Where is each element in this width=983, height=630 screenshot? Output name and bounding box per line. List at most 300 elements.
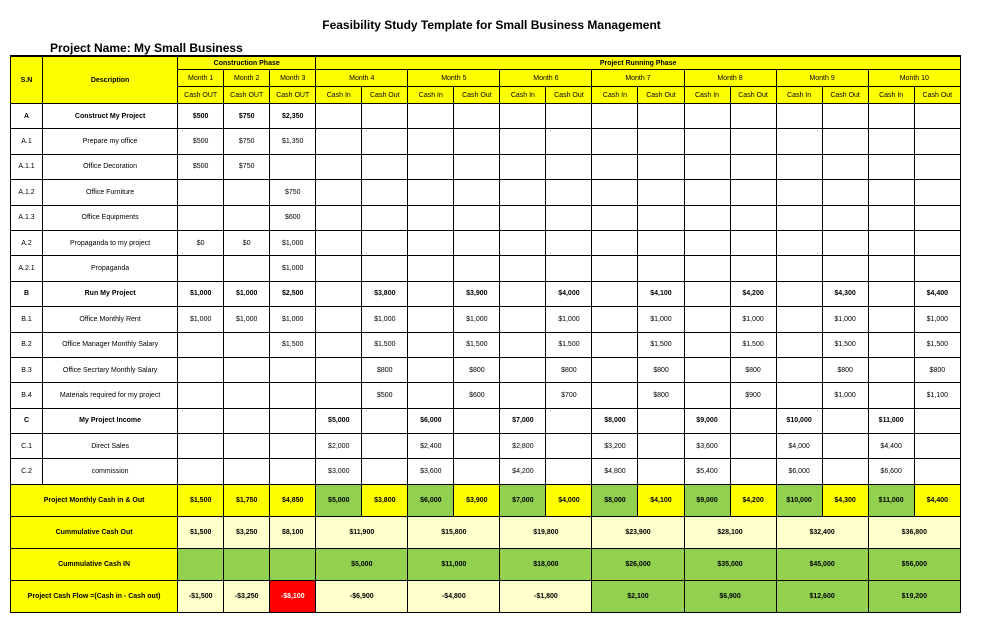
cash-in-cell	[684, 332, 730, 357]
cash-out-cell	[546, 129, 592, 154]
cash-in-cell	[868, 180, 914, 205]
cash-out-cell: $1,000	[730, 307, 776, 332]
table-row	[11, 180, 961, 205]
cash-out-cell: $4,100	[638, 281, 684, 306]
cash-out-cell	[362, 230, 408, 255]
month-header: Month 7	[592, 70, 684, 87]
row-sn: B.4	[11, 383, 43, 408]
construction-cell	[224, 383, 270, 408]
construction-cell: $600	[270, 205, 316, 230]
cash-out-cell	[914, 154, 960, 179]
summary-merged-cell: $11,900	[316, 516, 408, 548]
cash-out-cell	[730, 408, 776, 433]
cash-in-cell	[868, 281, 914, 306]
summary-cell	[224, 548, 270, 580]
row-sn: A.1	[11, 129, 43, 154]
summary-merged-cell: -$1,800	[500, 580, 592, 612]
cash-out-cell	[822, 230, 868, 255]
cash-in-cell: $4,400	[868, 434, 914, 459]
cash-in-cell	[868, 332, 914, 357]
cash-out-cell: $1,000	[454, 307, 500, 332]
cash-in-cell	[316, 104, 362, 129]
cash-out-cell	[362, 205, 408, 230]
cash-in-cell	[684, 154, 730, 179]
summary-cash-in: $8,000	[592, 484, 638, 516]
cash-in-cell	[408, 307, 454, 332]
summary-cash-in: $6,000	[408, 484, 454, 516]
cash-out-cell	[638, 104, 684, 129]
cash-in-cell: $6,600	[868, 459, 914, 484]
row-description: Materials required for my project	[43, 383, 178, 408]
cash-out-cell	[914, 104, 960, 129]
row-sn: B.2	[11, 332, 43, 357]
summary-merged-cell: $19,800	[500, 516, 592, 548]
cash-in-cell	[592, 205, 638, 230]
cash-out-cell: $1,100	[914, 383, 960, 408]
summary-cash-in: $9,000	[684, 484, 730, 516]
summary-cell: $4,850	[270, 484, 316, 516]
cash-out-cell: $1,000	[362, 307, 408, 332]
cumulative-in-row	[11, 548, 961, 580]
construction-cell: $1,000	[270, 256, 316, 281]
row-description: Office Manager Monthly Salary	[43, 332, 178, 357]
cash-in-cell	[500, 104, 546, 129]
summary-label: Cummulative Cash IN	[11, 548, 178, 580]
summary-merged-cell: $26,000	[592, 548, 684, 580]
cash-out-cell	[454, 408, 500, 433]
cash-in-cell	[684, 230, 730, 255]
cash-out-cell: $1,500	[730, 332, 776, 357]
cash-out-cell	[454, 459, 500, 484]
summary-merged-cell: $36,800	[868, 516, 960, 548]
cash-in-cell	[684, 307, 730, 332]
row-description: Office Decoration	[43, 154, 178, 179]
table-row	[11, 205, 961, 230]
cash-out-cell: $800	[638, 357, 684, 382]
month-header: Month 10	[868, 70, 960, 87]
cash-out-cell	[638, 408, 684, 433]
cash-in-cell	[868, 357, 914, 382]
cash-in-cell	[500, 256, 546, 281]
row-sn: C	[11, 408, 43, 433]
summary-cash-in: $11,000	[868, 484, 914, 516]
month-header: Month 8	[684, 70, 776, 87]
cash-out-cell	[546, 205, 592, 230]
cash-in-cell	[316, 357, 362, 382]
construction-cell	[178, 383, 224, 408]
cash-out-header: Cash Out	[546, 87, 592, 104]
cash-in-header: Cash In	[316, 87, 362, 104]
cash-out-cell	[638, 205, 684, 230]
cash-in-cell	[868, 307, 914, 332]
cash-in-cell	[868, 104, 914, 129]
cash-out-cell	[638, 154, 684, 179]
cash-in-cell	[408, 230, 454, 255]
cash-in-cell	[776, 154, 822, 179]
cash-in-cell: $11,000	[868, 408, 914, 433]
summary-label: Cummulative Cash Out	[11, 516, 178, 548]
cash-flow-row	[11, 580, 961, 612]
row-description: My Project Income	[43, 408, 178, 433]
cash-out-cell	[362, 408, 408, 433]
cash-in-cell	[592, 307, 638, 332]
cash-in-cell: $4,200	[500, 459, 546, 484]
cash-in-cell	[776, 104, 822, 129]
table-row	[11, 459, 961, 484]
month-header: Month 5	[408, 70, 500, 87]
month-header: Month 1	[178, 70, 224, 87]
summary-cash-out: $4,300	[822, 484, 868, 516]
cash-out-cell	[914, 180, 960, 205]
cash-in-cell: $6,000	[408, 408, 454, 433]
cash-out-cell: $900	[730, 383, 776, 408]
project-name: Project Name: My Small Business	[50, 41, 243, 55]
cash-in-cell	[592, 332, 638, 357]
cash-out-cell	[546, 104, 592, 129]
cash-in-cell	[592, 256, 638, 281]
summary-merged-cell: $32,400	[776, 516, 868, 548]
cash-out-header: Cash Out	[454, 87, 500, 104]
cash-out-cell: $1,000	[638, 307, 684, 332]
cash-in-cell: $5,400	[684, 459, 730, 484]
cash-in-cell	[776, 230, 822, 255]
cash-out-cell: $3,900	[454, 281, 500, 306]
construction-cell	[224, 434, 270, 459]
construction-cell: $750	[224, 104, 270, 129]
cash-in-header: Cash In	[408, 87, 454, 104]
cash-out-cell	[730, 104, 776, 129]
cash-in-cell	[500, 129, 546, 154]
summary-cell: -$1,500	[178, 580, 224, 612]
cash-in-cell	[776, 332, 822, 357]
cash-out-header: Cash Out	[914, 87, 960, 104]
cash-out-cell	[362, 459, 408, 484]
table-row	[11, 256, 961, 281]
cash-out-cell	[454, 205, 500, 230]
cash-out-cell	[454, 154, 500, 179]
construction-cell	[178, 357, 224, 382]
cash-out-cell	[914, 129, 960, 154]
cash-in-cell: $2,000	[316, 434, 362, 459]
cash-out-cell	[914, 408, 960, 433]
cash-out-cell	[546, 230, 592, 255]
cash-in-cell	[408, 129, 454, 154]
cash-in-cell	[592, 281, 638, 306]
cash-in-cell	[684, 383, 730, 408]
construction-cell: $1,000	[270, 230, 316, 255]
cash-out-cell	[362, 129, 408, 154]
cash-in-cell	[684, 281, 730, 306]
cash-in-cell	[408, 180, 454, 205]
cash-out-cell: $1,500	[546, 332, 592, 357]
construction-cell: $1,000	[178, 307, 224, 332]
cash-out-cell	[914, 230, 960, 255]
cash-in-cell	[408, 281, 454, 306]
summary-merged-cell: $45,000	[776, 548, 868, 580]
construction-cell	[224, 180, 270, 205]
summary-cell: $1,500	[178, 516, 224, 548]
cash-in-cell	[316, 205, 362, 230]
cash-in-cell	[776, 383, 822, 408]
cash-in-cell	[500, 205, 546, 230]
construction-cell: $750	[270, 180, 316, 205]
summary-cell: $3,250	[224, 516, 270, 548]
row-sn: A.2.1	[11, 256, 43, 281]
cash-out-cell: $1,000	[914, 307, 960, 332]
cash-out-cell	[730, 256, 776, 281]
construction-cell	[224, 459, 270, 484]
summary-label: Project Monthly Cash in & Out	[11, 484, 178, 516]
row-description: Office Furniture	[43, 180, 178, 205]
cash-out-cell	[546, 180, 592, 205]
summary-merged-cell: -$6,900	[316, 580, 408, 612]
cash-out-cell: $1,500	[638, 332, 684, 357]
table-row	[11, 408, 961, 433]
cash-in-cell: $3,600	[684, 434, 730, 459]
construction-cell: $0	[224, 230, 270, 255]
summary-cash-out: $4,400	[914, 484, 960, 516]
cash-in-cell	[868, 230, 914, 255]
cash-out-cell: $1,500	[362, 332, 408, 357]
summary-cell: $1,750	[224, 484, 270, 516]
construction-cell	[178, 408, 224, 433]
row-sn: A.2	[11, 230, 43, 255]
cash-in-cell	[316, 180, 362, 205]
cash-out-cell	[914, 434, 960, 459]
construction-cell: $500	[178, 104, 224, 129]
cash-in-cell	[500, 307, 546, 332]
construction-cell	[178, 180, 224, 205]
summary-merged-cell: $23,900	[592, 516, 684, 548]
cash-out-cell	[822, 256, 868, 281]
construction-cell	[224, 408, 270, 433]
cash-out-cell	[822, 129, 868, 154]
row-sn: A.1.3	[11, 205, 43, 230]
cash-out-cell	[546, 256, 592, 281]
summary-cell: $1,500	[178, 484, 224, 516]
summary-merged-cell: $12,600	[776, 580, 868, 612]
cash-in-header: Cash In	[500, 87, 546, 104]
construction-cell: $750	[224, 154, 270, 179]
cash-out-cell	[362, 154, 408, 179]
row-description: Office Secrtary Monthly Salary	[43, 357, 178, 382]
table-row	[11, 129, 961, 154]
cash-out-cell	[454, 180, 500, 205]
cash-in-cell	[776, 357, 822, 382]
cash-out-cell	[362, 180, 408, 205]
table-row	[11, 332, 961, 357]
table-row	[11, 281, 961, 306]
cash-out-header: Cash OUT	[178, 87, 224, 104]
construction-cell	[270, 459, 316, 484]
table-row	[11, 154, 961, 179]
row-description: Direct Sales	[43, 434, 178, 459]
summary-cash-out: $3,900	[454, 484, 500, 516]
cash-out-cell	[822, 154, 868, 179]
cash-out-cell	[822, 104, 868, 129]
cash-in-cell	[776, 256, 822, 281]
summary-merged-cell: $28,100	[684, 516, 776, 548]
cash-out-cell	[362, 256, 408, 281]
cash-in-cell	[408, 154, 454, 179]
cash-out-cell	[454, 256, 500, 281]
cash-in-cell	[500, 357, 546, 382]
row-description: Run My Project	[43, 281, 178, 306]
cash-in-cell	[316, 383, 362, 408]
cash-out-header: Cash OUT	[224, 87, 270, 104]
cash-in-cell	[684, 357, 730, 382]
month-header: Month 4	[316, 70, 408, 87]
cash-out-cell	[362, 104, 408, 129]
cash-out-cell	[730, 205, 776, 230]
cash-out-cell	[638, 459, 684, 484]
cash-in-cell	[592, 104, 638, 129]
cash-out-cell: $4,400	[914, 281, 960, 306]
cash-out-cell: $1,500	[454, 332, 500, 357]
summary-cash-in: $5,000	[316, 484, 362, 516]
construction-cell: $500	[178, 129, 224, 154]
cash-in-cell	[776, 307, 822, 332]
row-description: Propaganda	[43, 256, 178, 281]
construction-cell: $0	[178, 230, 224, 255]
sn-header: S.N	[11, 57, 43, 104]
cash-out-cell: $800	[454, 357, 500, 382]
cash-out-cell	[454, 434, 500, 459]
construction-cell: $1,500	[270, 332, 316, 357]
row-description: Office Monthly Rent	[43, 307, 178, 332]
cash-in-cell: $3,600	[408, 459, 454, 484]
cash-out-cell	[822, 205, 868, 230]
cash-in-cell	[684, 180, 730, 205]
cash-out-cell: $500	[362, 383, 408, 408]
cash-out-cell	[822, 180, 868, 205]
cash-in-cell	[408, 205, 454, 230]
feasibility-table	[10, 56, 961, 613]
cash-in-cell	[408, 383, 454, 408]
summary-cell: $8,100	[270, 516, 316, 548]
construction-cell	[178, 205, 224, 230]
summary-merged-cell: -$4,800	[408, 580, 500, 612]
cash-in-cell	[500, 230, 546, 255]
summary-cash-out: $4,100	[638, 484, 684, 516]
summary-cell	[270, 548, 316, 580]
construction-cell	[224, 357, 270, 382]
cash-out-cell: $800	[638, 383, 684, 408]
cash-out-cell: $800	[822, 357, 868, 382]
month-header: Month 6	[500, 70, 592, 87]
construction-cell: $1,000	[270, 307, 316, 332]
cash-out-header: Cash Out	[362, 87, 408, 104]
month-header: Month 3	[270, 70, 316, 87]
cash-out-cell	[638, 180, 684, 205]
summary-cash-out: $3,800	[362, 484, 408, 516]
construction-cell	[224, 332, 270, 357]
cash-in-cell: $5,000	[316, 408, 362, 433]
cash-out-cell	[730, 129, 776, 154]
row-sn: B.3	[11, 357, 43, 382]
cash-in-cell: $7,000	[500, 408, 546, 433]
summary-label: Project Cash Flow =(Cash in - Cash out)	[11, 580, 178, 612]
summary-cell: -$8,100	[270, 580, 316, 612]
construction-cell: $500	[178, 154, 224, 179]
cash-in-cell: $2,400	[408, 434, 454, 459]
cash-out-cell	[730, 180, 776, 205]
cumulative-out-row	[11, 516, 961, 548]
cash-in-cell	[316, 332, 362, 357]
cash-in-cell: $10,000	[776, 408, 822, 433]
construction-cell	[178, 256, 224, 281]
construction-cell	[270, 154, 316, 179]
cash-in-cell	[776, 205, 822, 230]
construction-cell: $750	[224, 129, 270, 154]
summary-cash-out: $4,000	[546, 484, 592, 516]
cash-in-header: Cash In	[868, 87, 914, 104]
cash-out-cell: $700	[546, 383, 592, 408]
summary-cell	[178, 548, 224, 580]
construction-cell	[270, 383, 316, 408]
table-row	[11, 383, 961, 408]
cash-in-cell	[500, 332, 546, 357]
month-header: Month 9	[776, 70, 868, 87]
cash-out-cell: $1,000	[822, 383, 868, 408]
cash-out-cell: $1,500	[914, 332, 960, 357]
cash-in-cell	[408, 332, 454, 357]
cash-in-cell	[592, 154, 638, 179]
cash-out-cell	[638, 434, 684, 459]
running-phase-header: Project Running Phase	[316, 57, 961, 70]
construction-cell	[270, 357, 316, 382]
row-sn: C.1	[11, 434, 43, 459]
table-row	[11, 357, 961, 382]
construction-cell: $2,500	[270, 281, 316, 306]
summary-cell: -$3,250	[224, 580, 270, 612]
header-row-phase	[11, 57, 961, 70]
month-header: Month 2	[224, 70, 270, 87]
cash-in-cell	[684, 256, 730, 281]
cash-out-cell: $800	[730, 357, 776, 382]
cash-out-cell: $1,000	[546, 307, 592, 332]
row-description: Propaganda to my project	[43, 230, 178, 255]
summary-monthly-row	[11, 484, 961, 516]
cash-in-cell	[868, 383, 914, 408]
table-row	[11, 104, 961, 129]
cash-out-cell: $3,800	[362, 281, 408, 306]
summary-merged-cell: $19,200	[868, 580, 960, 612]
cash-in-cell	[868, 154, 914, 179]
summary-merged-cell: $2,100	[592, 580, 684, 612]
cash-out-cell	[362, 434, 408, 459]
cash-in-cell: $3,000	[316, 459, 362, 484]
row-description: commission	[43, 459, 178, 484]
cash-in-cell	[408, 104, 454, 129]
cash-out-cell: $4,200	[730, 281, 776, 306]
cash-in-cell: $4,000	[776, 434, 822, 459]
table-row	[11, 307, 961, 332]
cash-in-cell	[316, 230, 362, 255]
cash-in-cell	[592, 180, 638, 205]
cash-in-cell	[316, 129, 362, 154]
cash-out-cell	[454, 104, 500, 129]
construction-cell: $2,350	[270, 104, 316, 129]
cash-out-cell	[914, 256, 960, 281]
cash-out-cell: $800	[362, 357, 408, 382]
cash-out-cell: $4,300	[822, 281, 868, 306]
construction-phase-header: Construction Phase	[178, 57, 316, 70]
cash-out-cell	[730, 434, 776, 459]
summary-cash-in: $7,000	[500, 484, 546, 516]
row-sn: B.1	[11, 307, 43, 332]
summary-cash-in: $10,000	[776, 484, 822, 516]
